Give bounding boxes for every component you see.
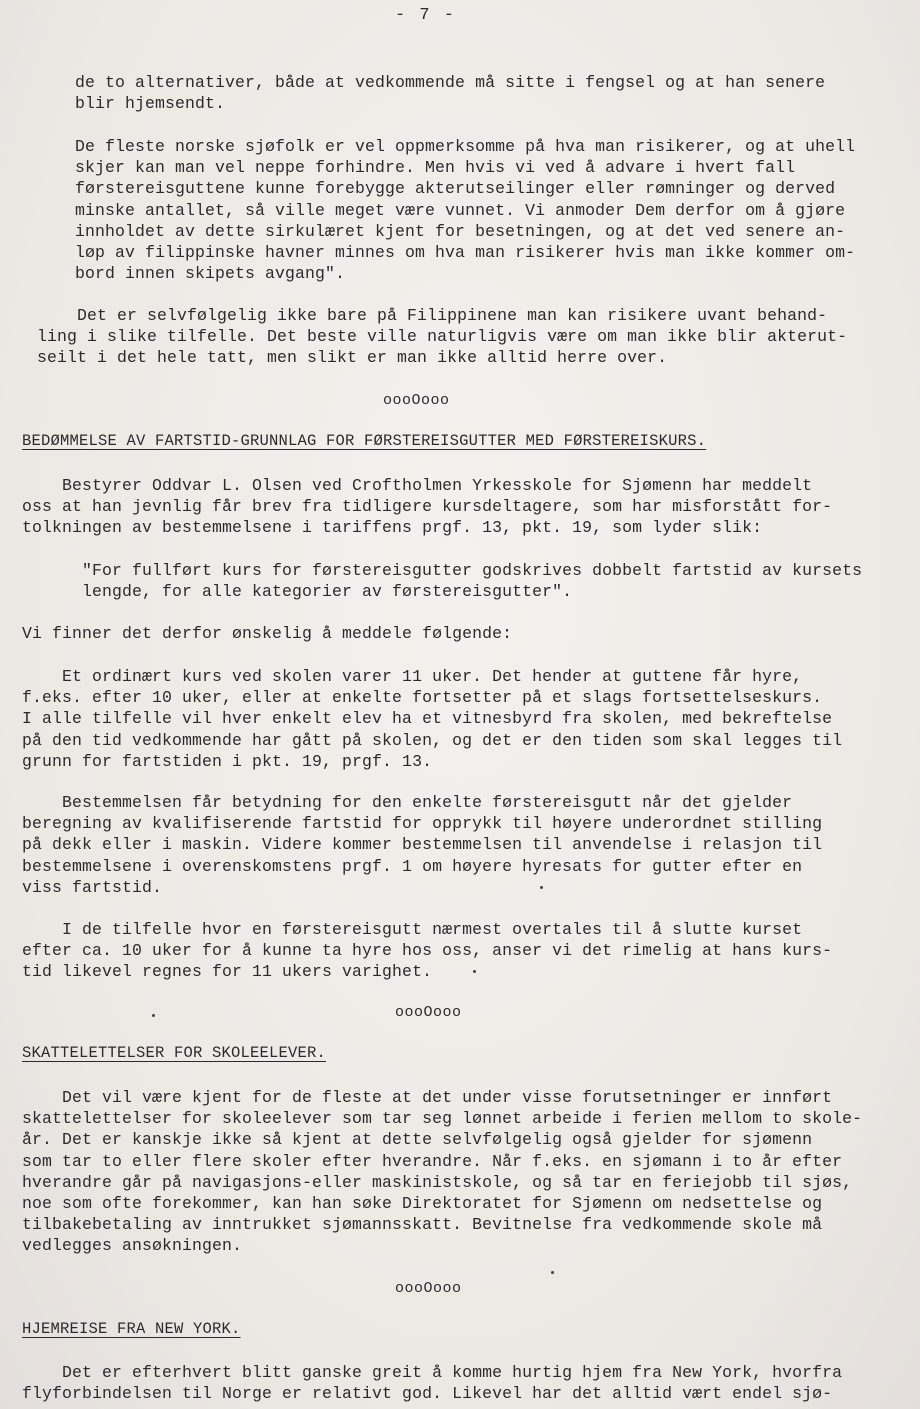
paragraph-tax-relief: Det vil være kjent for de fleste at det under visse forutsetninger er innført skattelettelser for skoleelever som tar seg lønnet arbeide i ferien mellom to skole- år. Det er kanskje ikke så kjent at dette selvfølgelig også gjelder for sjømenn som tar to eller flere skoler efter hverandre. Når f.eks. en sjømann i to år efter hverandre går på navigasjons-eller maskinistskole, og så tar en feriejobb til sjøs, noe som ofte forekommer, kan han søke Direktoratet for Sjømenn om nedsettelse og tilbakebetaling av inntrukket sjømannsskatt. Bevitnelse fra vedkommende skole må vedlegges ansøkningen. bbox=[22, 1088, 863, 1256]
section-heading-fartstid: BEDØMMELSE AV FARTSTID-GRUNNLAG FOR FØRSTEREISGUTTER MED FØRSTEREISKURS. bbox=[22, 432, 707, 450]
page-number: - 7 - bbox=[395, 6, 457, 25]
section-heading-tax: SKATTELETTELSER FOR SKOLEELEVER. bbox=[22, 1044, 327, 1062]
paragraph-course-length: Et ordinært kurs ved skolen varer 11 uker. Det hender at guttene får hyre, f.eks. efter 10 uker, eller at enkelte fortsetter på et slags fortsettelseskurs. I alle tilfelle vil hver enkelt elev ha et vitnesbyrd fra skolen, med bekreftelse på den tid vedkommende har gått på skolen, og det er den tiden som skal legges til grunn for fartstiden i pkt. 19, prgf. 13. bbox=[22, 667, 843, 771]
quote-tariff-clause: "For fullført kurs for førstereisgutter godskrives dobbelt fartstid av kursets lengde, for alle kategorier av førstereisgutter". bbox=[82, 561, 863, 602]
paragraph-continuation: de to alternativer, både at vedkommende må sitte i fengsel og at han senere blir hjemsendt. bbox=[75, 73, 826, 114]
section-separator: oooOooo bbox=[395, 1004, 462, 1021]
section-heading-new-york: HJEMREISE FRA NEW YORK. bbox=[22, 1320, 241, 1338]
paragraph-intro: Vi finner det derfor ønskelig å meddele følgende: bbox=[22, 624, 513, 643]
paragraph-new-york: Det er efterhvert blitt ganske greit å komme hurtig hjem fra New York, hvorfra flyforbindelsen til Norge er relativt god. Likevel har det alltid vært endel sjø- bbox=[22, 1363, 843, 1404]
paragraph-eleven-weeks: I de tilfelle hvor en førstereisgutt nærmest overtales til å slutte kurset efter ca. 10 uker for å kunne ta hyre hos oss, anser vi det rimelig at hans kurs- tid likevel regnes for 11 ukers varighet. bbox=[22, 920, 833, 982]
ink-speck bbox=[152, 1014, 155, 1017]
ink-speck bbox=[551, 1271, 554, 1274]
ink-speck bbox=[473, 970, 476, 973]
section-separator: oooOooo bbox=[383, 392, 450, 409]
paragraph-qualification: Bestemmelsen får betydning for den enkelte førstereisgutt når det gjelder beregning av kvalifiserende fartstid for opprykk til høyere underordnet stilling på dekk eller i maskin. Videre kommer bestemmelsen til anvendelse i relasjon til bestemmelsene i overenskomstens prgf. 1 om høyere hyresats for gutter efter en viss fartstid. bbox=[22, 793, 823, 897]
paragraph-croftholmen: Bestyrer Oddvar L. Olsen ved Croftholmen Yrkesskole for Sjømenn har meddelt oss at han jevnlig får brev fra tidligere kursdeltagere, som har misforstått for- tolkningen av bestemmelsene i tariffens prgf. 13, pkt. 19, som lyder slik: bbox=[22, 476, 833, 538]
paragraph-warning-circular: De fleste norske sjøfolk er vel oppmerksomme på hva man risikerer, og at uhell skjer kan man vel neppe forhindre. Men hvis vi ved å advare i hvert fall førstereisguttene kunne forebygge akterutseilinger eller rømninger og derved minske antallet, så ville meget være vunnet. Vi anmoder Dem derfor om å gjøre innholdet av dette sirkulæret kjent for besetningen, og at det ved senere an- løp av filippinske havner minnes om hva man risikerer hvis man ikke kommer om- bord innen skipets avgang". bbox=[75, 137, 856, 284]
paragraph-philippines: Det er selvfølgelig ikke bare på Filippinene man kan risikere uvant behand- ling i slike tilfelle. Det beste ville naturligvis være om man ikke blir akterut- seilt i det hele tatt, men slikt er man ikke alltid herre over. bbox=[37, 306, 848, 368]
ink-speck bbox=[540, 886, 543, 889]
section-separator: oooOooo bbox=[395, 1280, 462, 1297]
